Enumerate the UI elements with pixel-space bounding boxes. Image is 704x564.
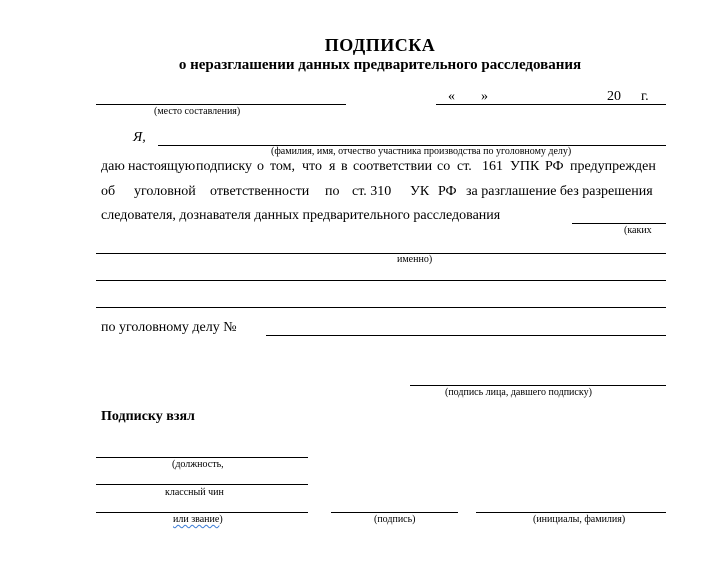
position-line: [96, 457, 308, 458]
place-line: [96, 104, 346, 105]
signer-line: [410, 385, 666, 386]
body-word: РФ: [545, 159, 564, 174]
body-word: уголовной: [134, 184, 196, 199]
body-word: со: [437, 159, 451, 174]
body-word: РФ: [438, 184, 457, 199]
position-caption: (должность,: [172, 459, 224, 470]
body-word: настоящую: [128, 159, 196, 174]
or-title-caption: [173, 514, 223, 525]
document-title: ПОДПИСКА: [324, 35, 436, 55]
case-label: по уголовному делу №: [101, 320, 237, 335]
body-word: УПК: [510, 159, 540, 174]
body-word: в: [341, 159, 348, 174]
date-open-quote: «: [448, 89, 455, 104]
signature-caption: (подпись): [374, 514, 416, 525]
class-rank-line: [96, 484, 308, 485]
details-line-1: [96, 253, 666, 254]
title-line: [96, 512, 308, 513]
body-word: ответственности: [210, 184, 310, 199]
date-line: [436, 104, 666, 105]
body-word: за разглашение без разрешения: [466, 184, 653, 199]
body-line-3: следователя, дознавателя данных предварительного расследования: [101, 208, 501, 223]
kakih-caption: (каких: [624, 225, 652, 236]
body-word: том,: [270, 159, 296, 174]
details-line-2: [96, 280, 666, 281]
details-line-3: [96, 307, 666, 308]
body-word: об: [101, 184, 116, 199]
body-word: УК: [410, 184, 430, 199]
body-word: предупрежден: [570, 159, 656, 174]
taken-by-label: Подписку взял: [101, 409, 195, 424]
initials-caption: (инициалы, фамилия): [533, 514, 626, 525]
signer-caption: (подпись лица, давшего подписку): [445, 387, 592, 398]
body-word: соответствии: [353, 159, 433, 174]
document-subtitle: о неразглашении данных предварительного расследования: [178, 57, 582, 73]
body-word: 161: [482, 159, 503, 174]
case-number-line: [266, 335, 666, 336]
place-caption: (место составления): [154, 106, 241, 117]
date-year-suffix: г.: [641, 89, 649, 104]
body-word: подписку: [196, 159, 253, 174]
body-word: ст.: [457, 159, 472, 174]
signature-line: [331, 512, 458, 513]
ya-label: Я,: [133, 130, 146, 145]
kakih-line: [572, 223, 666, 224]
body-word: что: [302, 159, 322, 174]
or-title-caption-close: ): [219, 514, 223, 525]
imenno-caption: именно): [397, 254, 433, 265]
date-close-quote: »: [481, 89, 488, 104]
body-word: даю: [101, 159, 125, 174]
body-word: о: [257, 159, 264, 174]
body-word: я: [329, 159, 336, 174]
class-rank-caption: классный чин: [165, 487, 224, 498]
fio-caption: (фамилия, имя, отчество участника производства по уголовному делу): [271, 146, 572, 157]
or-title-caption-text: или звание: [173, 514, 220, 525]
date-year: 20: [607, 89, 621, 104]
body-word: ст. 310: [352, 184, 392, 199]
initials-line: [476, 512, 666, 513]
body-word: по: [325, 184, 340, 199]
